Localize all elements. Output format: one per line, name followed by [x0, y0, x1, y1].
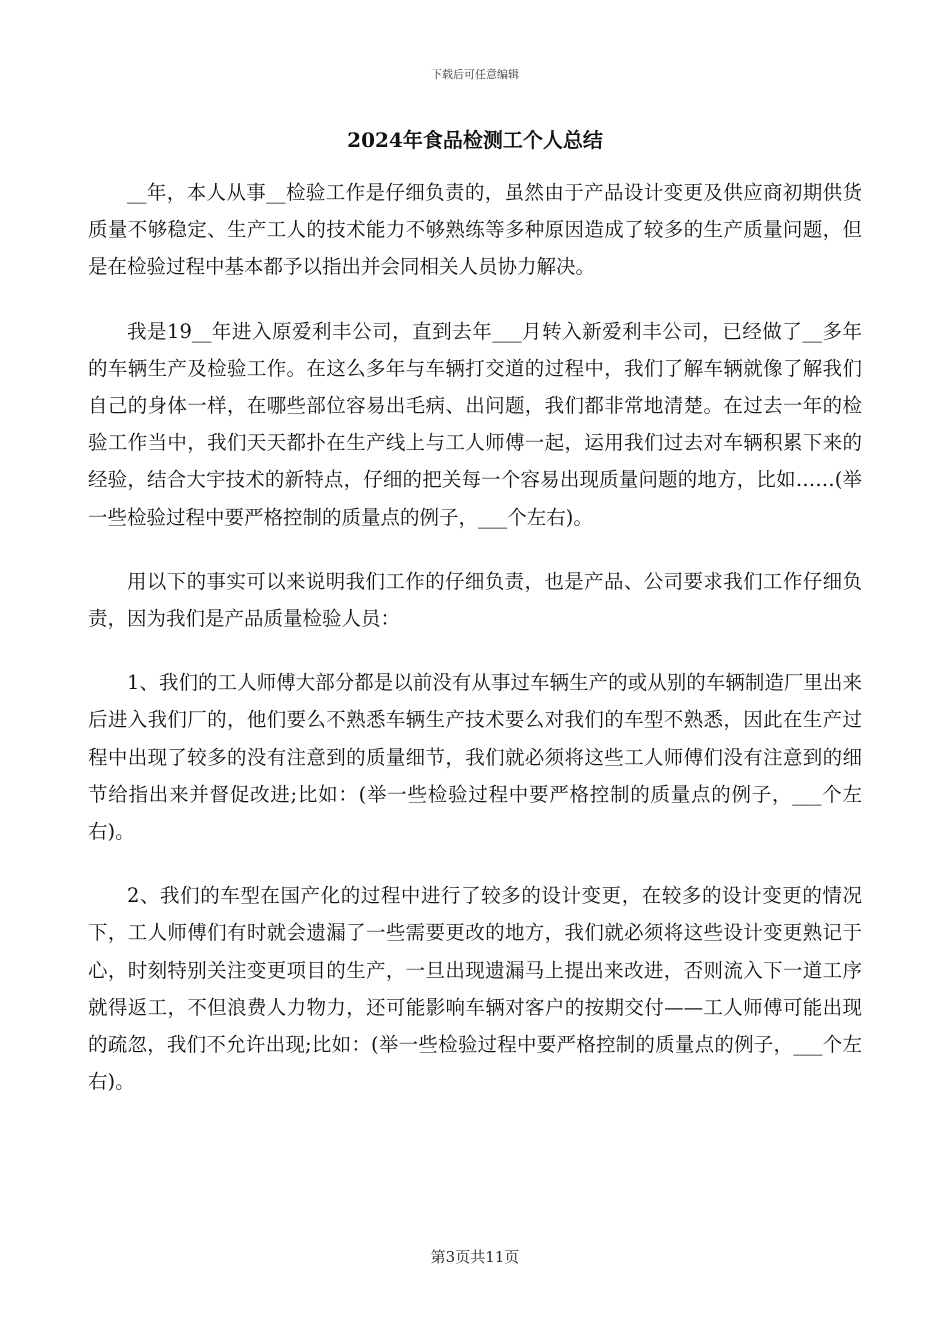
paragraph: __年，本人从事__检验工作是仔细负责的，虽然由于产品设计变更及供应商初期供货质量不够稳定、生产工人的技术能力不够熟练等多种原因造成了较多的生产质量问题，但是在检验过程中基本都予以指出并会同相关人员协力解决。	[88, 181, 862, 279]
document-title: 2024年食品检测工个人总结	[347, 128, 603, 152]
paragraph: 我是19__年进入原爱利丰公司，直到去年___月转入新爱利丰公司，已经做了__多年的车辆生产及检验工作。在这么多年与车辆打交道的过程中，我们了解车辆就像了解我们自己的身体一样，在哪些部位容易出毛病、出问题，我们都非常地清楚。在过去一年的检验工作当中，我们天天都扑在生产线上与工人师傅一起，运用我们过去对车辆积累下来的经验，结合大宇技术的新特点，仔细的把关每一个容易出现质量问题的地方，比如……(举一些检验过程中要严格控制的质量点的例子，___个左右)。	[88, 319, 862, 529]
document-body	[88, 174, 862, 1127]
paragraph: 1、我们的工人师傅大部分都是以前没有从事过车辆生产的或从别的车辆制造厂里出来后进入我们厂的，他们要么不熟悉车辆生产技术要么对我们的车型不熟悉，因此在生产过程中出现了较多的没有注意到的质量细节，我们就必须将这些工人师傅们没有注意到的细节给指出来并督促改进;比如：(举一些检验过程中要严格控制的质量点的例子，___个左右)。	[88, 671, 862, 844]
header-note: 下载后可任意编辑	[431, 68, 519, 81]
paragraph: 2、我们的车型在国产化的过程中进行了较多的设计变更，在较多的设计变更的情况下，工人师傅们有时就会遗漏了一些需要更改的地方，我们就必须将这些设计变更熟记于心，时刻特别关注变更项目的生产，一旦出现遗漏马上提出来改进，否则流入下一道工序就得返工，不但浪费人力物力，还可能影响车辆对客户的按期交付——工人师傅可能出现的疏忽，我们不允许出现;比如：(举一些检验过程中要严格控制的质量点的例子，___个左右)。	[88, 884, 862, 1094]
paragraph: 用以下的事实可以来说明我们工作的仔细负责，也是产品、公司要求我们工作仔细负责，因为我们是产品质量检验人员：	[88, 569, 862, 631]
page-number-footer: 第3页共11页	[430, 1248, 520, 1266]
